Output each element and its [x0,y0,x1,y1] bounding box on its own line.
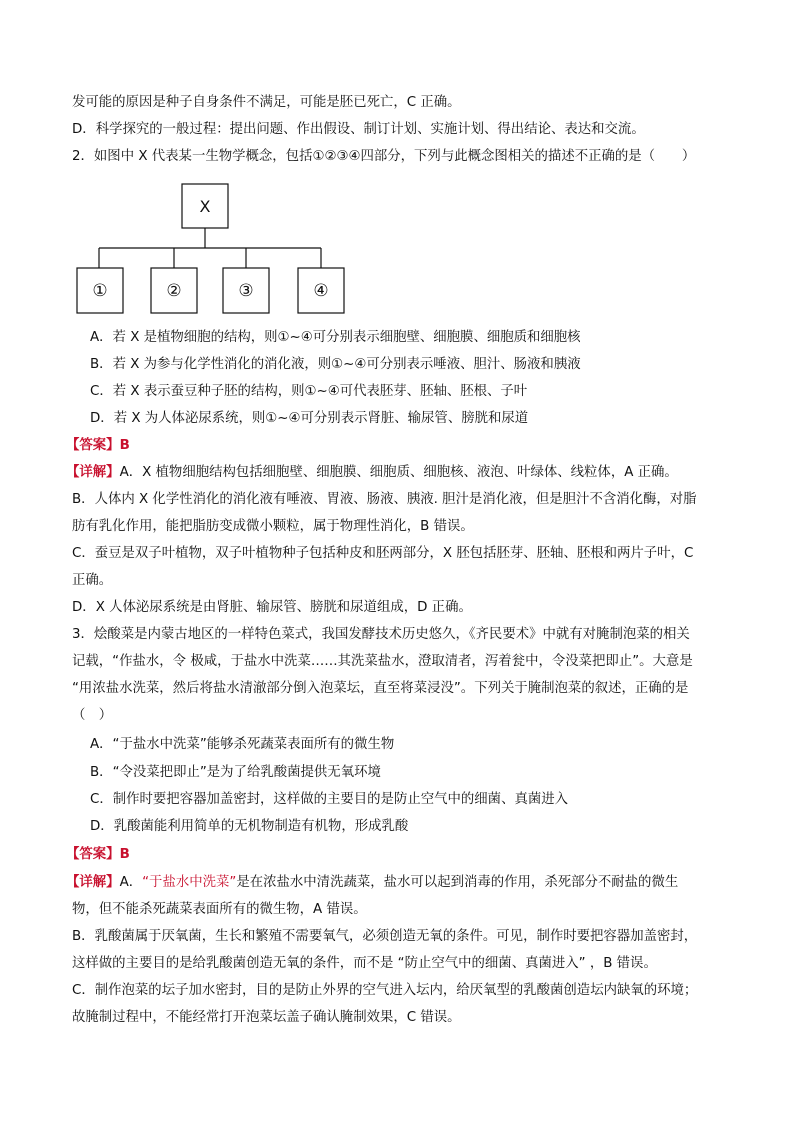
diagram-child-label-4: ④ [313,281,329,301]
detail-label: 【详解】 [66,875,120,890]
paragraph: 发可能的原因是种子自身条件不满足，可能是胚已死亡，C 正确。 [72,95,461,110]
question-stem: 3．烩酸菜是内蒙古地区的一样特色菜式，我国发酵技术历史悠久，《齐民要术》中就有对腌制泡菜的相关 [72,627,690,642]
paragraph: 正确。 [72,573,113,588]
option-a: A．若 X 是植物细胞的结构，则①~④可分别表示细胞壁、细胞膜、细胞质和细胞核 [90,330,581,345]
paragraph: B．人体内 X 化学性消化的消化液有唾液、胃液、肠液、胰液. 胆汁是消化液，但是胆汁不含消化酶，对脂 [72,492,697,507]
detail-label: 【详解】 [66,465,120,480]
paragraph: 记载，“作盐水，令 极咸，于盐水中洗菜……其洗菜盐水，澄取清者，泻着瓮中，令没菜把即止”。大意是 [72,654,693,669]
answer-label: 【答案】 [66,438,120,453]
detail-text: 是在浓盐水中清洗蔬菜，盐水可以起到消毒的作用，杀死部分不耐盐的微生 [236,875,679,890]
paragraph: D．科学探究的一般过程：提出问题、作出假设、制订计划、实施计划、得出结论、表达和交流。 [72,122,645,137]
option-a: A．“于盐水中洗菜”能够杀死蔬菜表面所有的微生物 [90,737,395,752]
option-d: D．乳酸菌能利用简单的无机物制造有机物，形成乳酸 [90,819,409,834]
answer-value: B [119,847,130,862]
answer-line [66,845,726,865]
question-stem: 2．如图中 X 代表某一生物学概念，包括①②③④四部分，下列与此概念图相关的描述不正确的是（ ） [72,149,696,164]
paragraph: D．X 人体泌尿系统是由肾脏、输尿管、膀胱和尿道组成，D 正确。 [72,600,472,615]
answer-value: B [119,438,130,453]
paragraph: 肪有乳化作用，能把脂肪变成微小颗粒，属于物理性消化，B 错误。 [72,519,474,534]
option-b: B．若 X 为参与化学性消化的消化液，则①~④可分别表示唾液、胆汁、肠液和胰液 [90,357,581,372]
answer-line [66,436,726,456]
paragraph: （ ） [72,708,113,723]
detail-quote: “于盐水中洗菜” [142,875,237,890]
detail-text: A． [119,875,143,890]
detail-line [66,873,726,893]
diagram-child-label-3: ③ [238,281,254,301]
answer-label: 【答案】 [66,847,120,862]
paragraph: C．制作泡菜的坛子加水密封，目的是防止外界的空气进入坛内，给厌氧型的乳酸菌创造坛内缺氧的环境； [72,983,698,998]
diagram-child-label-1: ① [92,281,108,301]
detail-text: A．X 植物细胞结构包括细胞壁、细胞膜、细胞质、细胞核、液泡、叶绿体、线粒体，A 正确。 [119,465,678,480]
diagram-root-label: X [199,197,211,216]
option-c: C．若 X 表示蚕豆种子胚的结构，则①~④可代表胚芽、胚轴、胚根、子叶 [90,384,528,399]
paragraph: 物，但不能杀死蔬菜表面所有的微生物，A 错误。 [72,902,367,917]
paragraph: 故腌制过程中，不能经常打开泡菜坛盖子确认腌制效果，C 错误。 [72,1010,461,1025]
paragraph: “用浓盐水洗菜，然后将盐水清澈部分倒入泡菜坛，直至将菜浸没”。下列关于腌制泡菜的叙述，正确的是 [72,681,689,696]
option-c: C．制作时要把容器加盖密封，这样做的主要目的是防止空气中的细菌、真菌进入 [90,792,569,807]
option-d: D．若 X 为人体泌尿系统，则①~④可分别表示肾脏、输尿管、膀胱和尿道 [90,411,529,426]
diagram-child-label-2: ② [166,281,182,301]
concept-diagram [0,178,794,338]
paragraph: B．乳酸菌属于厌氧菌，生长和繁殖不需要氧气，必须创造无氧的条件。可见，制作时要把容器加盖密封， [72,929,698,944]
paragraph: C．蚕豆是双子叶植物，双子叶植物种子包括种皮和胚两部分，X 胚包括胚芽、胚轴、胚根和两片子叶，C [72,546,694,561]
paragraph: 这样做的主要目的是给乳酸菌创造无氧的条件，而不是 “防止空气中的细菌、真菌进入” ，B 错误。 [72,956,657,971]
option-b: B．“令没菜把即止”是为了给乳酸菌提供无氧环境 [90,765,381,780]
detail-line [66,463,726,483]
